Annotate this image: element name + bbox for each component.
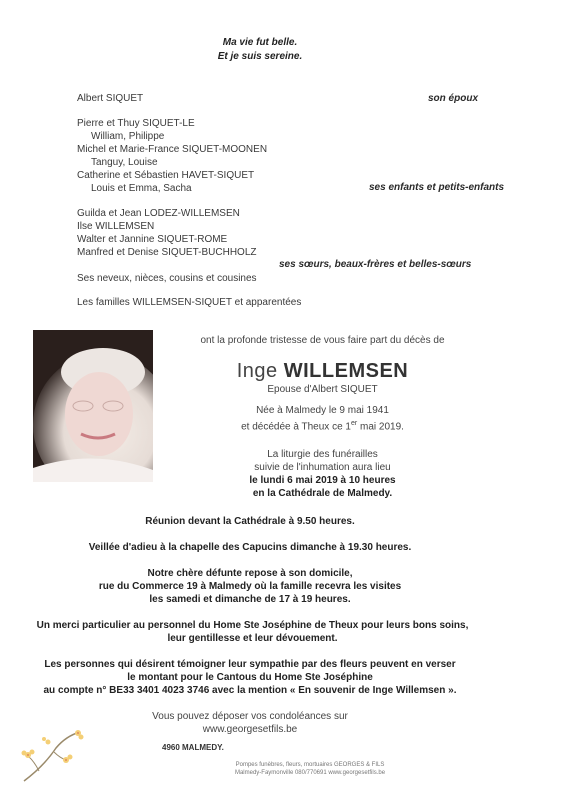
announcement-lead: ont la profonde tristesse de vous faire part du décès de xyxy=(200,335,445,346)
spouse-of: Epouse d'Albert SIQUET xyxy=(267,384,378,395)
nephews-line: Ses neveux, nièces, cousins et cousines xyxy=(77,273,257,284)
children-role: ses enfants et petits-enfants xyxy=(369,182,505,193)
deceased-name xyxy=(180,360,465,383)
quote-line-2: Et je suis sereine. xyxy=(217,51,303,62)
family-line: Tanguy, Louise xyxy=(91,157,158,168)
deceased-first-name: Inge xyxy=(236,360,278,382)
death-line: et décédée à Theux ce 1er mai 2019. xyxy=(241,420,404,433)
family-line: Catherine et Sébastien HAVET-SIQUET xyxy=(77,170,255,181)
family-line: Manfred et Denise SIQUET-BUCHHOLZ xyxy=(77,247,257,258)
vigil-line: Veillée d'adieu à la chapelle des Capucins dimanche à 19.30 heures. xyxy=(88,542,412,553)
thanks-block: Un merci particulier au personnel du Home Ste Joséphine de Theux pour leurs bons soins, leur gentillesse et leur dévouement. xyxy=(36,620,469,644)
spouse-role: son époux xyxy=(428,93,479,104)
liturgy-line: La liturgie des funérailles xyxy=(267,449,378,460)
deceased-last-name: WILLEMSEN xyxy=(283,360,409,382)
condolences-block: Vous pouvez déposer vos condoléances sur www.georgesetfils.be xyxy=(0,710,500,736)
siblings-list xyxy=(77,207,257,259)
portrait-photo xyxy=(33,330,153,482)
siblings-role: ses sœurs, beaux-frères et belles-sœurs xyxy=(279,259,472,270)
family-line: Louis et Emma, Sacha xyxy=(91,183,192,194)
birth-line: Née à Malmedy le 9 mai 1941 xyxy=(256,405,389,416)
flower-branch-icon xyxy=(14,726,89,786)
rest-block: Notre chère défunte repose à son domicile, rue du Commerce 19 à Malmedy où la famille recevra les visites les samedi et dimanche de 17 à 19 heures. xyxy=(98,568,402,605)
family-line: William, Philippe xyxy=(91,131,165,142)
funeral-home-footer: Pompes funèbres, fleurs, mortuaires GEORGES & FILS Malmedy-Faymonville 080/770691 www.georgesetfils.be xyxy=(234,762,386,776)
birth-death-dates xyxy=(180,404,465,433)
liturgy-place: en la Cathédrale de Malmedy. xyxy=(252,488,393,499)
family-line: Ilse WILLEMSEN xyxy=(77,221,155,232)
family-line: Michel et Marie-France SIQUET-MOONEN xyxy=(77,144,268,155)
spouse-name: Albert SIQUET xyxy=(77,93,144,104)
liturgy-line: suivie de l'inhumation aura lieu xyxy=(254,462,391,473)
reunion-line: Réunion devant la Cathédrale à 9.50 heures. xyxy=(145,516,355,527)
condolences-website[interactable]: www.georgesetfils.be xyxy=(202,724,298,735)
liturgy-date: le lundi 6 mai 2019 à 10 heures xyxy=(249,475,396,486)
city-line: 4960 MALMEDY. xyxy=(162,743,224,752)
families-line: Les familles WILLEMSEN-SIQUET et apparentées xyxy=(77,297,302,308)
opening-quote xyxy=(0,36,520,64)
children-list xyxy=(77,117,267,195)
donation-block: Les personnes qui désirent témoigner leur sympathie par des fleurs peuvent en verser le montant pour le Cantous du Home Ste Joséphine au compte n° BE33 3401 4023 3746 avec la mention « En souvenir de Inge Willemsen ». xyxy=(43,659,457,696)
family-line: Guilda et Jean LODEZ-WILLEMSEN xyxy=(77,208,240,219)
family-line: Pierre et Thuy SIQUET-LE xyxy=(77,118,195,129)
liturgy-block xyxy=(180,448,465,500)
family-line: Walter et Jannine SIQUET-ROME xyxy=(77,234,228,245)
quote-line-1: Ma vie fut belle. xyxy=(222,37,298,48)
